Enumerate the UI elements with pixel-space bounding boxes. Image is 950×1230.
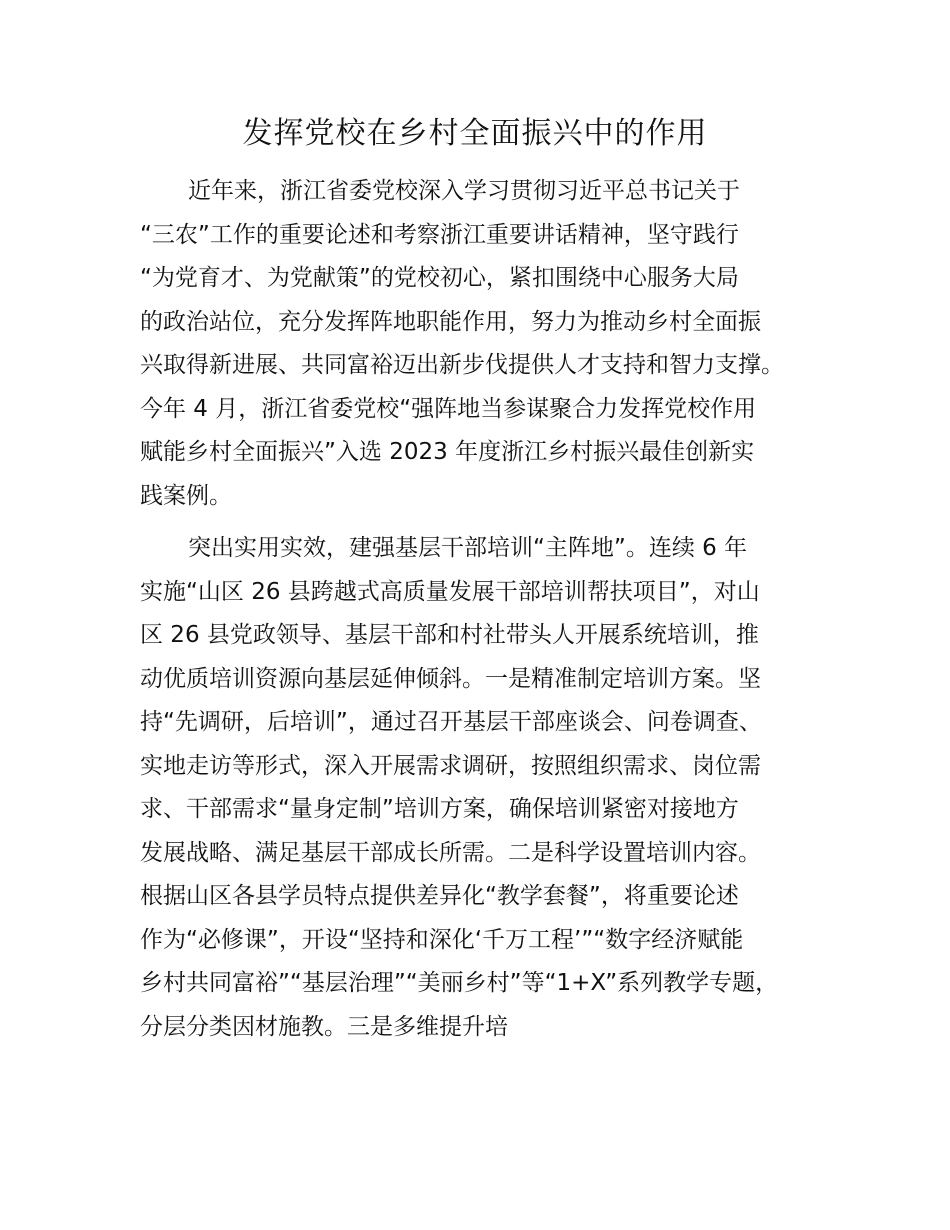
paragraph-line: 发展战略、满足基层干部成长所需。二是科学设置培训内容。 — [140, 839, 761, 866]
paragraph-line: 突出实用实效，建强基层干部培训“主阵地”。连续 6 年 — [188, 535, 748, 561]
paragraph-line: 兴取得新进展、共同富裕迈出新步伐提供人才支持和智力支撑。 — [140, 352, 784, 378]
paragraph-2 — [140, 527, 840, 1049]
paragraph-line: 今年 4 月，浙江省委党校“强阵地当参谋聚合力发挥党校作用 — [140, 395, 757, 422]
paragraph-line: 的政治站位，充分发挥阵地职能作用，努力为推动乡村全面振 — [140, 308, 761, 335]
paragraph-line: 实施“山区 26 县跨越式高质量发展干部培训帮扶项目”，对山 — [140, 578, 760, 605]
paragraph-1 — [140, 170, 840, 518]
paragraph-line: “三农”工作的重要论述和考察浙江重要讲话精神，坚守践行 — [140, 221, 739, 248]
document-title: 发挥党校在乡村全面振兴中的作用 — [242, 116, 708, 151]
paragraph-line: 赋能乡村全面振兴”入选 2023 年度浙江乡村振兴最佳创新实 — [140, 439, 755, 465]
paragraph-line: 实地走访等形式，深入开展需求调研，按照组织需求、岗位需 — [140, 752, 761, 779]
paragraph-line: 乡村共同富裕”“基层治理”“美丽乡村”等“1+X”系列教学专题， — [140, 970, 779, 996]
paragraph-line: 践案例。 — [140, 482, 232, 509]
paragraph-line: 作为“必修课”，开设“坚持和深化‘千万工程’”“数字经济赋能 — [140, 926, 744, 953]
paragraph-line: 持“先调研，后培训”，通过召开基层干部座谈会、问卷调查、 — [140, 709, 762, 735]
paragraph-line: 根据山区各县学员特点提供差异化“教学套餐”，将重要论述 — [140, 883, 739, 909]
paragraph-line: 分层分类因材施教。三是多维提升培 — [140, 1013, 508, 1040]
paragraph-line: 近年来，浙江省委党校深入学习贯彻习近平总书记关于 — [188, 178, 740, 204]
paragraph-line: 区 26 县党政领导、基层干部和村社带头人开展系统培训，推 — [140, 622, 759, 648]
paragraph-line: 动优质培训资源向基层延伸倾斜。一是精准制定培训方案。坚 — [140, 665, 761, 692]
paragraph-line: 求、干部需求“量身定制”培训方案，确保培训紧密对接地方 — [140, 796, 739, 822]
paragraph-line: “为党育才、为党献策”的党校初心，紧扣围绕中心服务大局 — [140, 265, 739, 291]
